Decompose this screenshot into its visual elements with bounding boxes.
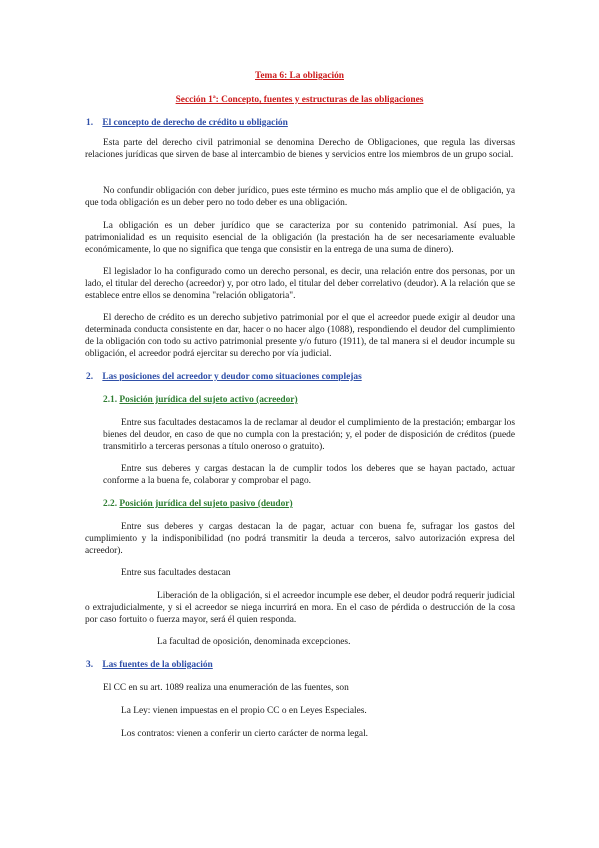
list-item: Los contratos: vienen a conferir un cierto carácter de norma legal. <box>121 729 369 739</box>
paragraph: Entre sus deberes y cargas destacan la de pagar, actuar con buena fe, sufragar los gastos del cumplimiento y la indisponibilidad (no podrá transmitir la deuda a terceros, salvo autorización expresa del acreedor). <box>85 522 515 556</box>
subheading-number: 2.1. <box>103 395 118 405</box>
paragraph: Entre sus facultades destacamos la de reclamar al deudor el cumplimiento de la prestación; embargar los bienes del deudor, en caso de que no cumpla con la prestación; y, el poder de disposición de créditos (puede transmitirlo a terceras personas a título oneroso o gratuito). <box>103 418 515 452</box>
paragraph: Esta parte del derecho civil patrimonial se denomina Derecho de Obligaciones, que regula las diversas relaciones jurídicas que sirven de base al intercambio de bienes y servicios entre los miembros de un grupo social. <box>85 138 515 160</box>
subheading-2-2 <box>103 498 293 510</box>
paragraph: Entre sus deberes y cargas destacan la de cumplir todos los deberes que se hayan pactado, actuar conforme a la buena fe, colaborar y comprobar el pago. <box>103 464 515 486</box>
subheading-text: Posición jurídica del sujeto activo (acreedor) <box>119 395 298 405</box>
subheading-2-1 <box>103 394 298 406</box>
heading-2 <box>86 371 362 383</box>
heading-text: Las posiciones del acreedor y deudor como situaciones complejas <box>102 372 362 382</box>
heading-3 <box>86 659 213 671</box>
paragraph: La obligación es un deber jurídico que se caracteriza por su contenido patrimonial. Así pues, la patrimonialidad es un requisito esencial de la obligación (la prestación ha de ser necesariamente evaluable económicamente, lo que no significa que tenga que consistir en la entrega de una suma de dinero). <box>85 221 515 255</box>
list-item: La Ley: vienen impuestas en el propio CC o en Leyes Especiales. <box>121 706 367 716</box>
paragraph: No confundir obligación con deber jurídico, pues este término es mucho más amplio que el de obligación, ya que toda obligación es un deber pero no todo deber es una obligación. <box>85 186 515 208</box>
subheading-text: Posición jurídica del sujeto pasivo (deudor) <box>119 499 293 509</box>
heading-1 <box>86 117 288 129</box>
paragraph: El derecho de crédito es un derecho subjetivo patrimonial por el que el acreedor puede exigir al deudor una determinada conducta consistente en dar, hacer o no hacer algo (1088), respondiendo el deudor del cumplimiento de la obligación con todo su activo patrimonial presente y/o futuro (1911), de tal manera si el deudor incumple su obligación, el acreedor podrá ejercitar su derecho por vía judicial. <box>85 313 515 359</box>
subheading-number: 2.2. <box>103 499 118 509</box>
document-title: Tema 6: La obligación <box>255 71 344 81</box>
heading-number: 3. <box>86 660 94 670</box>
heading-text: Las fuentes de la obligación <box>102 660 213 670</box>
heading-number: 2. <box>86 372 94 382</box>
paragraph: El CC en su art. 1089 realiza una enumeración de las fuentes, son <box>103 683 349 693</box>
paragraph: El legislador lo ha configurado como un derecho personal, es decir, una relación entre dos personas, por un lado, el titular del derecho (acreedor) y, por otro lado, el titular del deber correlativo (deudor). A la relación que se establece entre ellos se denomina "relación obligatoria". <box>85 267 515 301</box>
section-title: Sección 1ª: Concepto, fuentes y estructuras de las obligaciones <box>175 95 424 105</box>
paragraph: La facultad de oposición, denominada excepciones. <box>157 637 351 647</box>
paragraph: Entre sus facultades destacan <box>121 568 231 578</box>
heading-text: El concepto de derecho de crédito u obligación <box>102 118 288 128</box>
heading-number: 1. <box>86 118 94 128</box>
paragraph: Liberación de la obligación, si el acreedor incumple ese deber, el deudor podrá requerir judicial o extrajudicialmente, y si el acreedor se niega incurrirá en mora. En el caso de pérdida o destrucción de la cosa por caso fortuito o fuerza mayor, será él quien responda. <box>85 591 515 625</box>
